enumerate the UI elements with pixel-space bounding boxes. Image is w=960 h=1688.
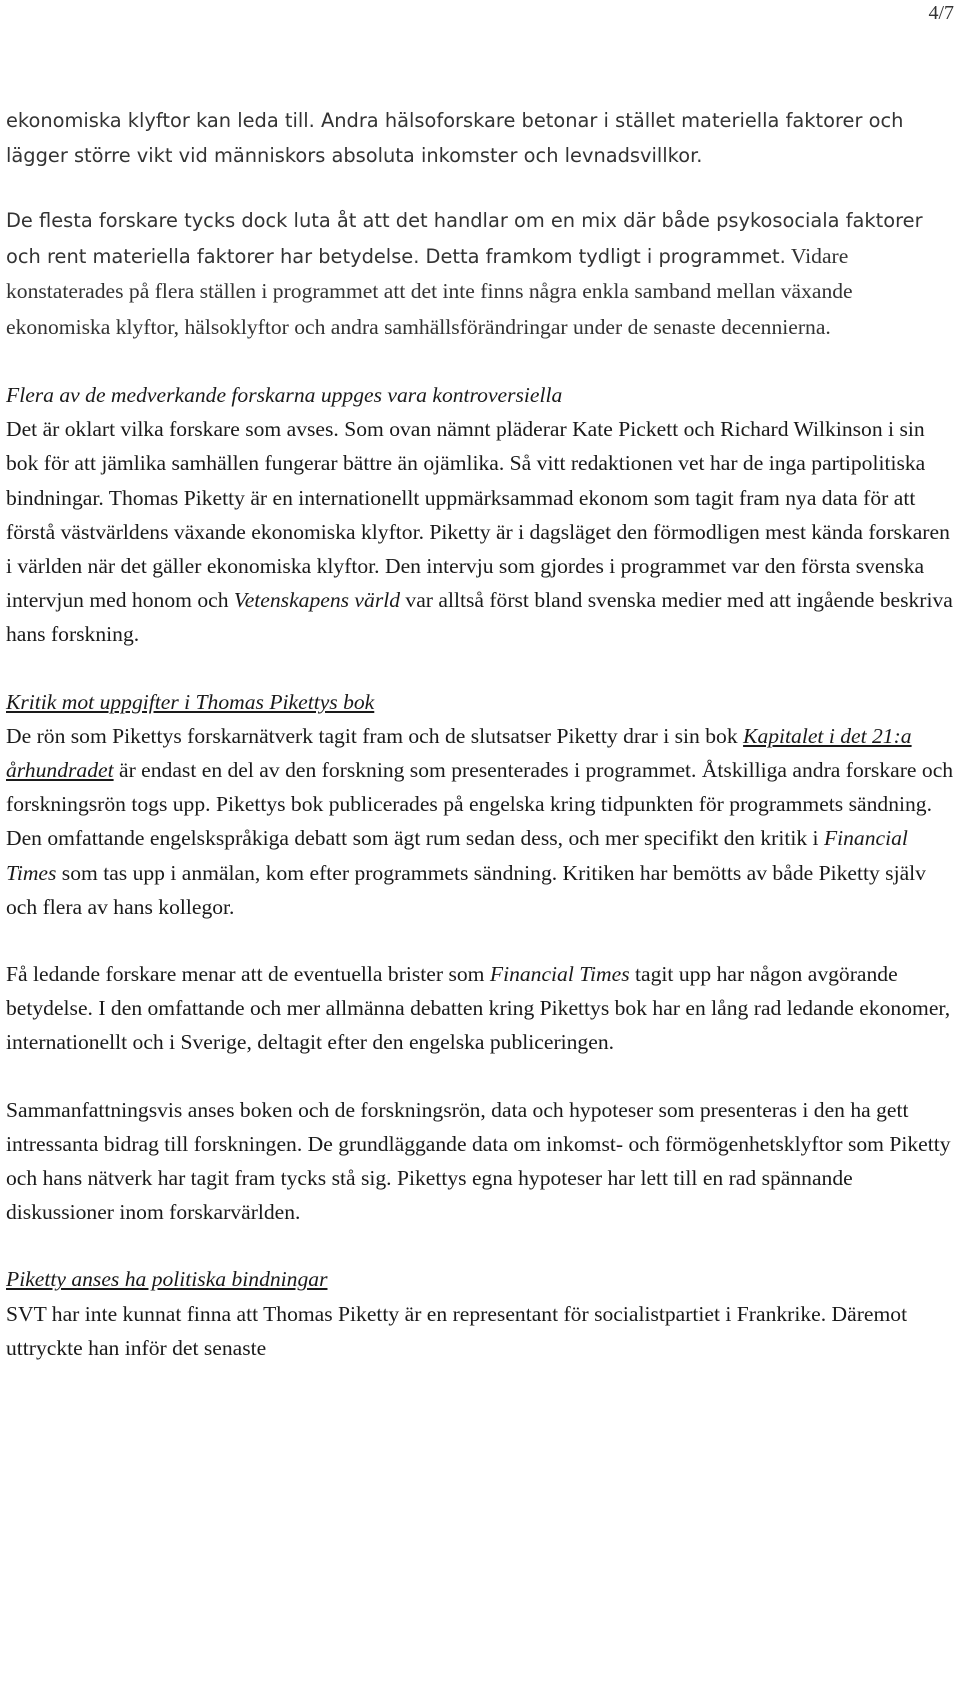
paragraph-5-text-b: tagit upp har någon avgörande betydelse. I den omfattande och mer allmänna debatten kring Pikettys bok har en lång rad ledande ekonomer, internationellt och i Sverige, deltagit efter den engelska publiceringen. [6,962,951,1055]
paragraph-1: ekonomiska klyftor kan leda till. Andra hälsoforskare betonar i stället materiella faktorer och lägger större vikt vid människors absoluta inkomster och levnadsvillkor. [6,109,904,167]
paragraph-3-text-b: var alltså först bland svenska medier med att ingående beskriva hans forskning. [6,588,953,647]
paragraph-4-text-b: är endast en del av den forskning som presenterades i programmet. Åtskilliga andra forskare och forskningsrön togs upp. Pikettys bok publicerades på engelska kring tidpunkten för programmets sändning. Den omfattande engelskspråkiga debatt som ägt rum sedan dess, och mer specifikt den kritik i [6,758,954,851]
paragraph-4 [6,719,954,924]
paragraph-7: SVT har inte kunnat finna att Thomas Piketty är en representant för socialistpartiet i Frankrike. Däremot uttryckte han inför det senaste [6,1301,908,1360]
paragraph-4-text-c: som tas upp i anmälan, kom efter programmets sändning. Kritiken har bemötts av både Piketty själv och flera av hans kollegor. [6,860,926,919]
paragraph-3 [6,412,954,651]
newspaper-title-2: Financial Times [489,962,630,987]
section-heading-political: Piketty anses ha politiska bindningar [6,1267,328,1292]
paragraph-4-text-a: De rön som Pikettys forskarnätverk tagit fram och de slutsatser Piketty drar i sin bok [6,723,744,748]
paragraph-2 [6,204,946,345]
paragraph-5-text-a: Få ledande forskare menar att de eventuella brister som [6,962,490,987]
paragraph-2-serif: Vidare konstaterades på flera ställen i programmet att det inte finns några enkla samband mellan växande ekonomiska klyftor, hälsoklyftor och andra samhällsförändringar under de senaste decennierna. [6,243,853,339]
newspaper-title: Financial Times [6,826,908,885]
program-title: Vetenskapens värld [233,588,401,613]
document-body [6,104,954,1365]
paragraph-2-sans: De flesta forskare tycks dock luta åt att det handlar om en mix där både psykosociala faktorer och rent materiella faktorer har betydelse. Detta framkom tydligt i programmet. [6,209,923,268]
page-number: 4/7 [928,2,954,24]
paragraph-3-text-a: Det är oklart vilka forskare som avses. Som ovan nämnt pläderar Kate Pickett och Richard Wilkinson i sin bok för att jämlika samhällen fungerar bättre än ojämlika. Så vitt redaktionen vet har de inga partipolitiska bindningar. Thomas Piketty är en internationellt uppmärksammad ekonom som tagit fram nya data för att förstå västvärldens växande ekonomiska klyftor. Piketty är i dagsläget den förmodligen mest kända forskaren i världen när det gäller ekonomiska klyftor. Den intervju som gjordes i programmet var den första svenska intervjun med honom och [6,417,950,613]
section-heading-controversial: Flera av de medverkande forskarna uppges vara kontroversiella [6,383,563,407]
section-heading-criticism: Kritik mot uppgifter i Thomas Pikettys bok [6,689,375,714]
paragraph-5 [6,957,954,1060]
book-title: Kapitalet i det 21:a århundradet [6,723,912,783]
paragraph-6: Sammanfattningsvis anses boken och de forskningsrön, data och hypoteser som presenteras i den ha gett intressanta bidrag till forskningen. De grundläggande data om inkomst- och förmögenhetsklyftor som Piketty och hans nätverk har tagit fram tycks stå sig. Pikettys egna hypoteser har lett till en rad spännande diskussioner inom forskarvärlden. [6,1097,951,1225]
